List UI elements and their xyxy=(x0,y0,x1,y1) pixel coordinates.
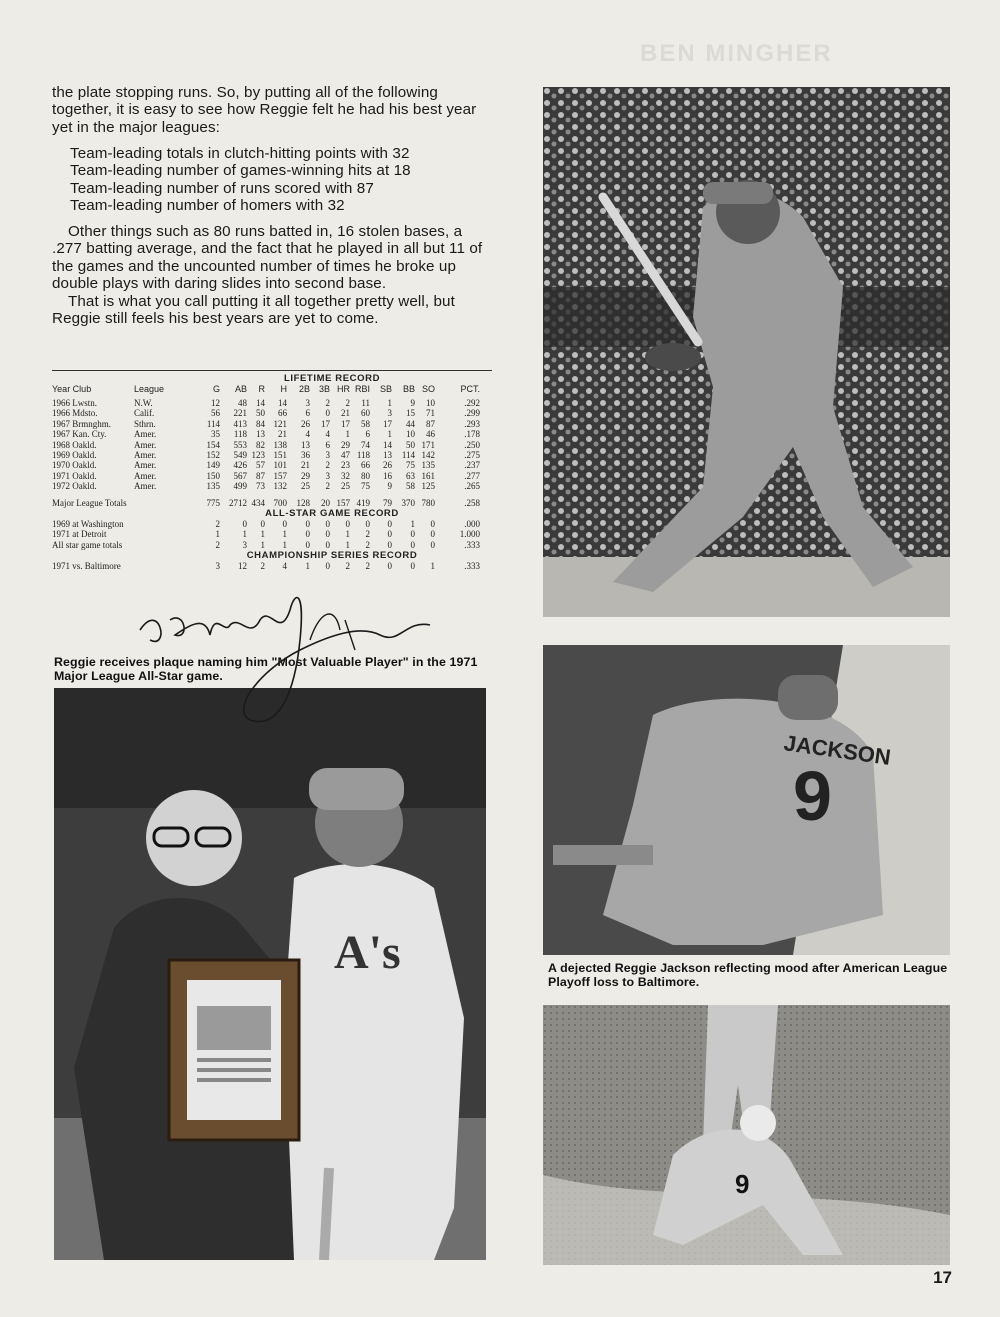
table-cell: Calif. xyxy=(134,408,155,419)
table-cell: 12 xyxy=(211,398,220,408)
table-cell: 73 xyxy=(256,481,265,492)
table-cell: Sthrn. xyxy=(134,418,156,429)
lifetime-record-title: LIFETIME RECORD xyxy=(283,373,381,384)
table-cell: 75 xyxy=(361,481,370,492)
table-cell: 25 xyxy=(341,481,350,492)
table-cell: 3 xyxy=(305,398,310,408)
table-cell: 29 xyxy=(341,439,350,450)
column-header: SB xyxy=(379,384,392,394)
table-cell: Amer. xyxy=(134,439,157,450)
table-cell: 44 xyxy=(406,418,415,429)
table-cell: 152 xyxy=(206,449,220,460)
table-cell: Amer. xyxy=(134,481,157,492)
table-cell: 1.000 xyxy=(459,529,480,540)
allstar-rows xyxy=(52,519,492,550)
table-cell: .265 xyxy=(464,481,480,492)
table-cell: 2 xyxy=(345,398,350,408)
table-cell: 121 xyxy=(273,418,287,429)
allstar-record-title: ALL-STAR GAME RECORD xyxy=(265,507,399,519)
table-cell: 161 xyxy=(421,470,435,481)
column-header: AB xyxy=(234,384,247,394)
slide-photo xyxy=(543,1005,950,1265)
table-cell: .333 xyxy=(464,561,480,572)
table-cell: 101 xyxy=(273,460,287,471)
table-cell: 20 xyxy=(321,497,330,508)
table-rule xyxy=(52,370,492,371)
table-cell: 21 xyxy=(341,408,350,419)
table-cell: Amer. xyxy=(134,429,157,440)
table-cell: 0 xyxy=(325,518,330,529)
table-cell: 0 xyxy=(430,529,435,540)
table-cell: 3 xyxy=(325,470,330,481)
table-cell: 2 xyxy=(365,561,370,572)
table-cell: .299 xyxy=(464,408,480,419)
table-cell: 125 xyxy=(421,481,435,492)
table-cell: .237 xyxy=(464,460,480,471)
table-cell: 66 xyxy=(278,408,287,419)
table-cell: 1969 Oakld. xyxy=(52,449,97,460)
table-cell: .258 xyxy=(464,497,480,508)
table-cell: 1 xyxy=(345,539,350,550)
column-header: H xyxy=(280,384,287,394)
table-cell: 157 xyxy=(336,497,350,508)
table-cell: 0 xyxy=(345,518,350,529)
table-cell: 13 xyxy=(301,439,310,450)
table-cell: 0 xyxy=(387,561,392,572)
table-cell: 1 xyxy=(387,398,392,408)
table-cell: 25 xyxy=(301,481,310,492)
column-header: SO xyxy=(421,384,435,394)
table-cell: 71 xyxy=(426,408,435,419)
table-cell: 1969 at Washington xyxy=(52,518,124,529)
table-cell: 2 xyxy=(325,481,330,492)
table-row xyxy=(52,540,492,550)
column-header: 2B xyxy=(298,384,310,394)
table-row xyxy=(52,440,492,450)
table-cell: 3 xyxy=(325,449,330,460)
table-cell: 0 xyxy=(365,518,370,529)
table-cell: 0 xyxy=(430,539,435,550)
table-cell: .277 xyxy=(464,470,480,481)
table-cell: 1 xyxy=(260,529,265,540)
table-cell: 0 xyxy=(305,529,310,540)
table-cell: 1972 Oakld. xyxy=(52,481,97,492)
table-cell: 13 xyxy=(383,449,392,460)
table-cell: 3 xyxy=(387,408,392,419)
table-cell: .250 xyxy=(464,439,480,450)
table-cell: 138 xyxy=(273,439,287,450)
table-cell: 87 xyxy=(426,418,435,429)
table-cell: 3 xyxy=(242,539,247,550)
table-row xyxy=(52,419,492,429)
table-cell: 47 xyxy=(341,449,350,460)
table-cell: 0 xyxy=(325,529,330,540)
column-header: R xyxy=(258,384,265,394)
table-cell: 1968 Oakld. xyxy=(52,439,97,450)
table-cell: 1 xyxy=(282,539,287,550)
table-cell: 549 xyxy=(233,449,247,460)
table-cell: 50 xyxy=(406,439,415,450)
table-cell: 434 xyxy=(251,497,265,508)
table-cell: 46 xyxy=(426,429,435,440)
table-cell: 0 xyxy=(387,529,392,540)
table-cell: 370 xyxy=(401,497,415,508)
table-cell: 114 xyxy=(206,418,220,429)
table-cell: 567 xyxy=(233,470,247,481)
table-cell: 135 xyxy=(206,481,220,492)
bleed-through-text: BEN MINGHER xyxy=(640,40,833,67)
table-cell: .333 xyxy=(464,539,480,550)
table-cell: 0 xyxy=(410,561,415,572)
table-cell: 84 xyxy=(256,418,265,429)
paragraph-2: Other things such as 80 runs batted in, 16 stolen bases, a .277 batting average, and the fact that he played in all but 11 of the games and the uncounted number of times he broke up double plays with daring slides into second base. xyxy=(52,223,483,293)
table-cell: 2 xyxy=(345,561,350,572)
table-cell: 9 xyxy=(387,481,392,492)
table-cell: 10 xyxy=(426,398,435,408)
table-cell: 58 xyxy=(361,418,370,429)
paragraph-1: the plate stopping runs. So, by putting all of the following together, it is easy to see how Reggie felt he had his best year yet in the major leagues: xyxy=(52,84,477,136)
table-cell: 1 xyxy=(430,561,435,572)
table-row xyxy=(52,529,492,539)
paragraph-3: That is what you call putting it all together pretty well, but Reggie still feels his best years are yet to come. xyxy=(52,292,455,328)
table-cell: 426 xyxy=(233,460,247,471)
table-cell: 499 xyxy=(233,481,247,492)
totals-table-row xyxy=(52,498,492,508)
table-cell: 2 xyxy=(325,398,330,408)
table-cell: 2 xyxy=(325,460,330,471)
table-cell: 142 xyxy=(421,449,435,460)
table-cell: 4 xyxy=(305,429,310,440)
table-cell: .293 xyxy=(464,418,480,429)
table-cell: 50 xyxy=(256,408,265,419)
table-cell: 13 xyxy=(256,429,265,440)
table-cell: 14 xyxy=(383,439,392,450)
table-cell: 75 xyxy=(406,460,415,471)
table-cell: 11 xyxy=(361,398,370,408)
table-cell: 1 xyxy=(282,529,287,540)
table-cell: 66 xyxy=(361,460,370,471)
batting-photo xyxy=(543,87,950,617)
table-cell: .275 xyxy=(464,449,480,460)
table-cell: 0 xyxy=(387,518,392,529)
table-cell: 150 xyxy=(206,470,220,481)
table-cell: 1971 at Detroit xyxy=(52,529,107,540)
table-cell: 63 xyxy=(406,470,415,481)
stats-table xyxy=(52,370,492,571)
table-cell: 4 xyxy=(325,429,330,440)
table-cell: 0 xyxy=(325,561,330,572)
column-header: League xyxy=(134,384,165,394)
list-item: Team-leading totals in clutch-hitting points with 32 xyxy=(70,145,410,163)
table-cell: 135 xyxy=(421,460,435,471)
table-cell: All star game totals xyxy=(52,539,123,550)
uniform-letter: A's xyxy=(334,926,401,979)
table-cell: 29 xyxy=(301,470,310,481)
table-cell: 0 xyxy=(242,518,247,529)
table-cell: 32 xyxy=(341,470,350,481)
table-cell: 700 xyxy=(273,497,287,508)
table-cell: 82 xyxy=(256,439,265,450)
table-cell: 17 xyxy=(321,418,330,429)
table-cell: 6 xyxy=(325,439,330,450)
table-cell: 154 xyxy=(206,439,220,450)
table-row xyxy=(52,471,492,481)
column-header: BB xyxy=(402,384,415,394)
dejected-caption: A dejected Reggie Jackson reflecting mood after American League Playoff loss to Baltimore. xyxy=(548,961,948,989)
table-cell: 1970 Oakld. xyxy=(52,460,97,471)
table-cell: 74 xyxy=(361,439,370,450)
article-text xyxy=(52,84,490,327)
table-cell: 157 xyxy=(273,470,287,481)
column-header: PCT. xyxy=(460,384,480,394)
table-cell: 0 xyxy=(430,518,435,529)
table-cell: 23 xyxy=(341,460,350,471)
table-cell: 221 xyxy=(233,408,247,419)
table-cell: 36 xyxy=(301,449,310,460)
table-cell: .292 xyxy=(464,398,480,408)
table-cell: 114 xyxy=(401,449,415,460)
column-header: RBI xyxy=(354,384,370,394)
table-cell: 553 xyxy=(233,439,247,450)
table-cell: 6 xyxy=(305,408,310,419)
dejected-photo xyxy=(543,645,950,955)
table-cell: 48 xyxy=(238,398,247,408)
table-row xyxy=(52,519,492,529)
table-cell: 128 xyxy=(296,497,310,508)
table-cell: 79 xyxy=(383,497,392,508)
column-header: HR xyxy=(337,384,350,394)
table-cell: 1967 Brmnghm. xyxy=(52,418,112,429)
table-cell: 21 xyxy=(301,460,310,471)
table-cell: 0 xyxy=(325,408,330,419)
table-row xyxy=(52,450,492,460)
championship-rows xyxy=(52,561,492,571)
table-cell: 87 xyxy=(256,470,265,481)
list-item: Team-leading number of homers with 32 xyxy=(70,196,345,214)
table-row xyxy=(52,398,492,408)
table-cell: 0 xyxy=(260,518,265,529)
list-item: Team-leading number of games-winning hits at 18 xyxy=(70,162,411,180)
table-cell: 775 xyxy=(206,497,220,508)
table-cell: 0 xyxy=(305,539,310,550)
table-cell: 419 xyxy=(356,497,370,508)
table-cell: 2 xyxy=(215,539,220,550)
table-cell: 118 xyxy=(356,449,370,460)
table-cell: 2 xyxy=(260,561,265,572)
table-cell: 17 xyxy=(341,418,350,429)
table-cell: 4 xyxy=(282,561,287,572)
table-cell: 0 xyxy=(305,518,310,529)
table-cell: .000 xyxy=(464,518,480,529)
list-item: Team-leading number of runs scored with 87 xyxy=(70,179,374,197)
table-cell: 9 xyxy=(410,398,415,408)
table-row xyxy=(52,408,492,418)
table-cell: 21 xyxy=(278,429,287,440)
jersey-name: JACKSON xyxy=(782,730,893,770)
table-cell: 2712 xyxy=(229,497,247,508)
table-cell: 2 xyxy=(215,518,220,529)
page-number: 17 xyxy=(933,1268,952,1287)
table-cell: 413 xyxy=(233,418,247,429)
table-cell: Amer. xyxy=(134,460,157,471)
table-cell: 10 xyxy=(406,429,415,440)
table-cell: 1 xyxy=(242,529,247,540)
table-cell: 58 xyxy=(406,481,415,492)
table-cell: 0 xyxy=(282,518,287,529)
table-cell: 80 xyxy=(361,470,370,481)
table-cell: 149 xyxy=(206,460,220,471)
table-cell: 15 xyxy=(406,408,415,419)
table-cell: 0 xyxy=(325,539,330,550)
table-cell: 1 xyxy=(345,429,350,440)
table-cell: 118 xyxy=(233,429,247,440)
table-cell: 26 xyxy=(383,460,392,471)
table-header-row xyxy=(52,384,492,398)
table-cell: 1 xyxy=(387,429,392,440)
table-cell: 12 xyxy=(238,561,247,572)
column-header: Year Club xyxy=(52,384,92,394)
plaque-photo xyxy=(54,688,486,1260)
table-cell: 60 xyxy=(361,408,370,419)
table-cell: 2 xyxy=(365,539,370,550)
table-cell: 151 xyxy=(273,449,287,460)
jersey-number: 9 xyxy=(793,757,832,835)
table-cell: Major League Totals xyxy=(52,497,127,508)
table-cell: 1 xyxy=(305,561,310,572)
table-cell: 0 xyxy=(387,539,392,550)
table-cell: Amer. xyxy=(134,470,157,481)
table-cell: 1 xyxy=(345,529,350,540)
plaque-caption: Reggie receives plaque naming him "Most Valuable Player" in the 1971 Major League All-Star game. xyxy=(54,655,478,683)
table-cell: 0 xyxy=(410,529,415,540)
slide-jersey-number: 9 xyxy=(735,1169,750,1199)
table-cell: 1 xyxy=(410,518,415,529)
table-cell: 16 xyxy=(383,470,392,481)
totals-row xyxy=(52,498,492,508)
table-cell: 171 xyxy=(421,439,435,450)
table-cell: 14 xyxy=(256,398,265,408)
table-cell: 26 xyxy=(301,418,310,429)
table-cell: 1966 Mdsto. xyxy=(52,408,98,419)
table-cell: 6 xyxy=(365,429,370,440)
table-cell: 1 xyxy=(260,539,265,550)
table-cell: .178 xyxy=(464,429,480,440)
table-cell: 1 xyxy=(215,529,220,540)
column-header: 3B xyxy=(318,384,330,394)
table-cell: 1971 Oakld. xyxy=(52,470,97,481)
table-cell: 14 xyxy=(278,398,287,408)
table-cell: 1967 Kan. Cty. xyxy=(52,429,107,440)
table-row xyxy=(52,460,492,470)
table-cell: N.W. xyxy=(134,398,153,408)
table-cell: 56 xyxy=(211,408,220,419)
table-cell: 35 xyxy=(211,429,220,440)
table-cell: 57 xyxy=(256,460,265,471)
table-row xyxy=(52,561,492,571)
table-cell: 0 xyxy=(410,539,415,550)
table-cell: 17 xyxy=(383,418,392,429)
table-cell: 123 xyxy=(251,449,265,460)
column-header: G xyxy=(212,384,220,394)
table-row xyxy=(52,481,492,491)
table-cell: 132 xyxy=(273,481,287,492)
table-cell: 3 xyxy=(215,561,220,572)
championship-record-title: CHAMPIONSHIP SERIES RECORD xyxy=(246,550,418,562)
table-cell: 1971 vs. Baltimore xyxy=(52,561,121,572)
table-cell: 2 xyxy=(365,529,370,540)
table-cell: Amer. xyxy=(134,449,157,460)
achievement-list xyxy=(70,145,490,214)
table-row xyxy=(52,429,492,439)
table-cell: 780 xyxy=(421,497,435,508)
table-cell: 1966 Lwstn. xyxy=(52,398,97,408)
lifetime-rows xyxy=(52,398,492,492)
